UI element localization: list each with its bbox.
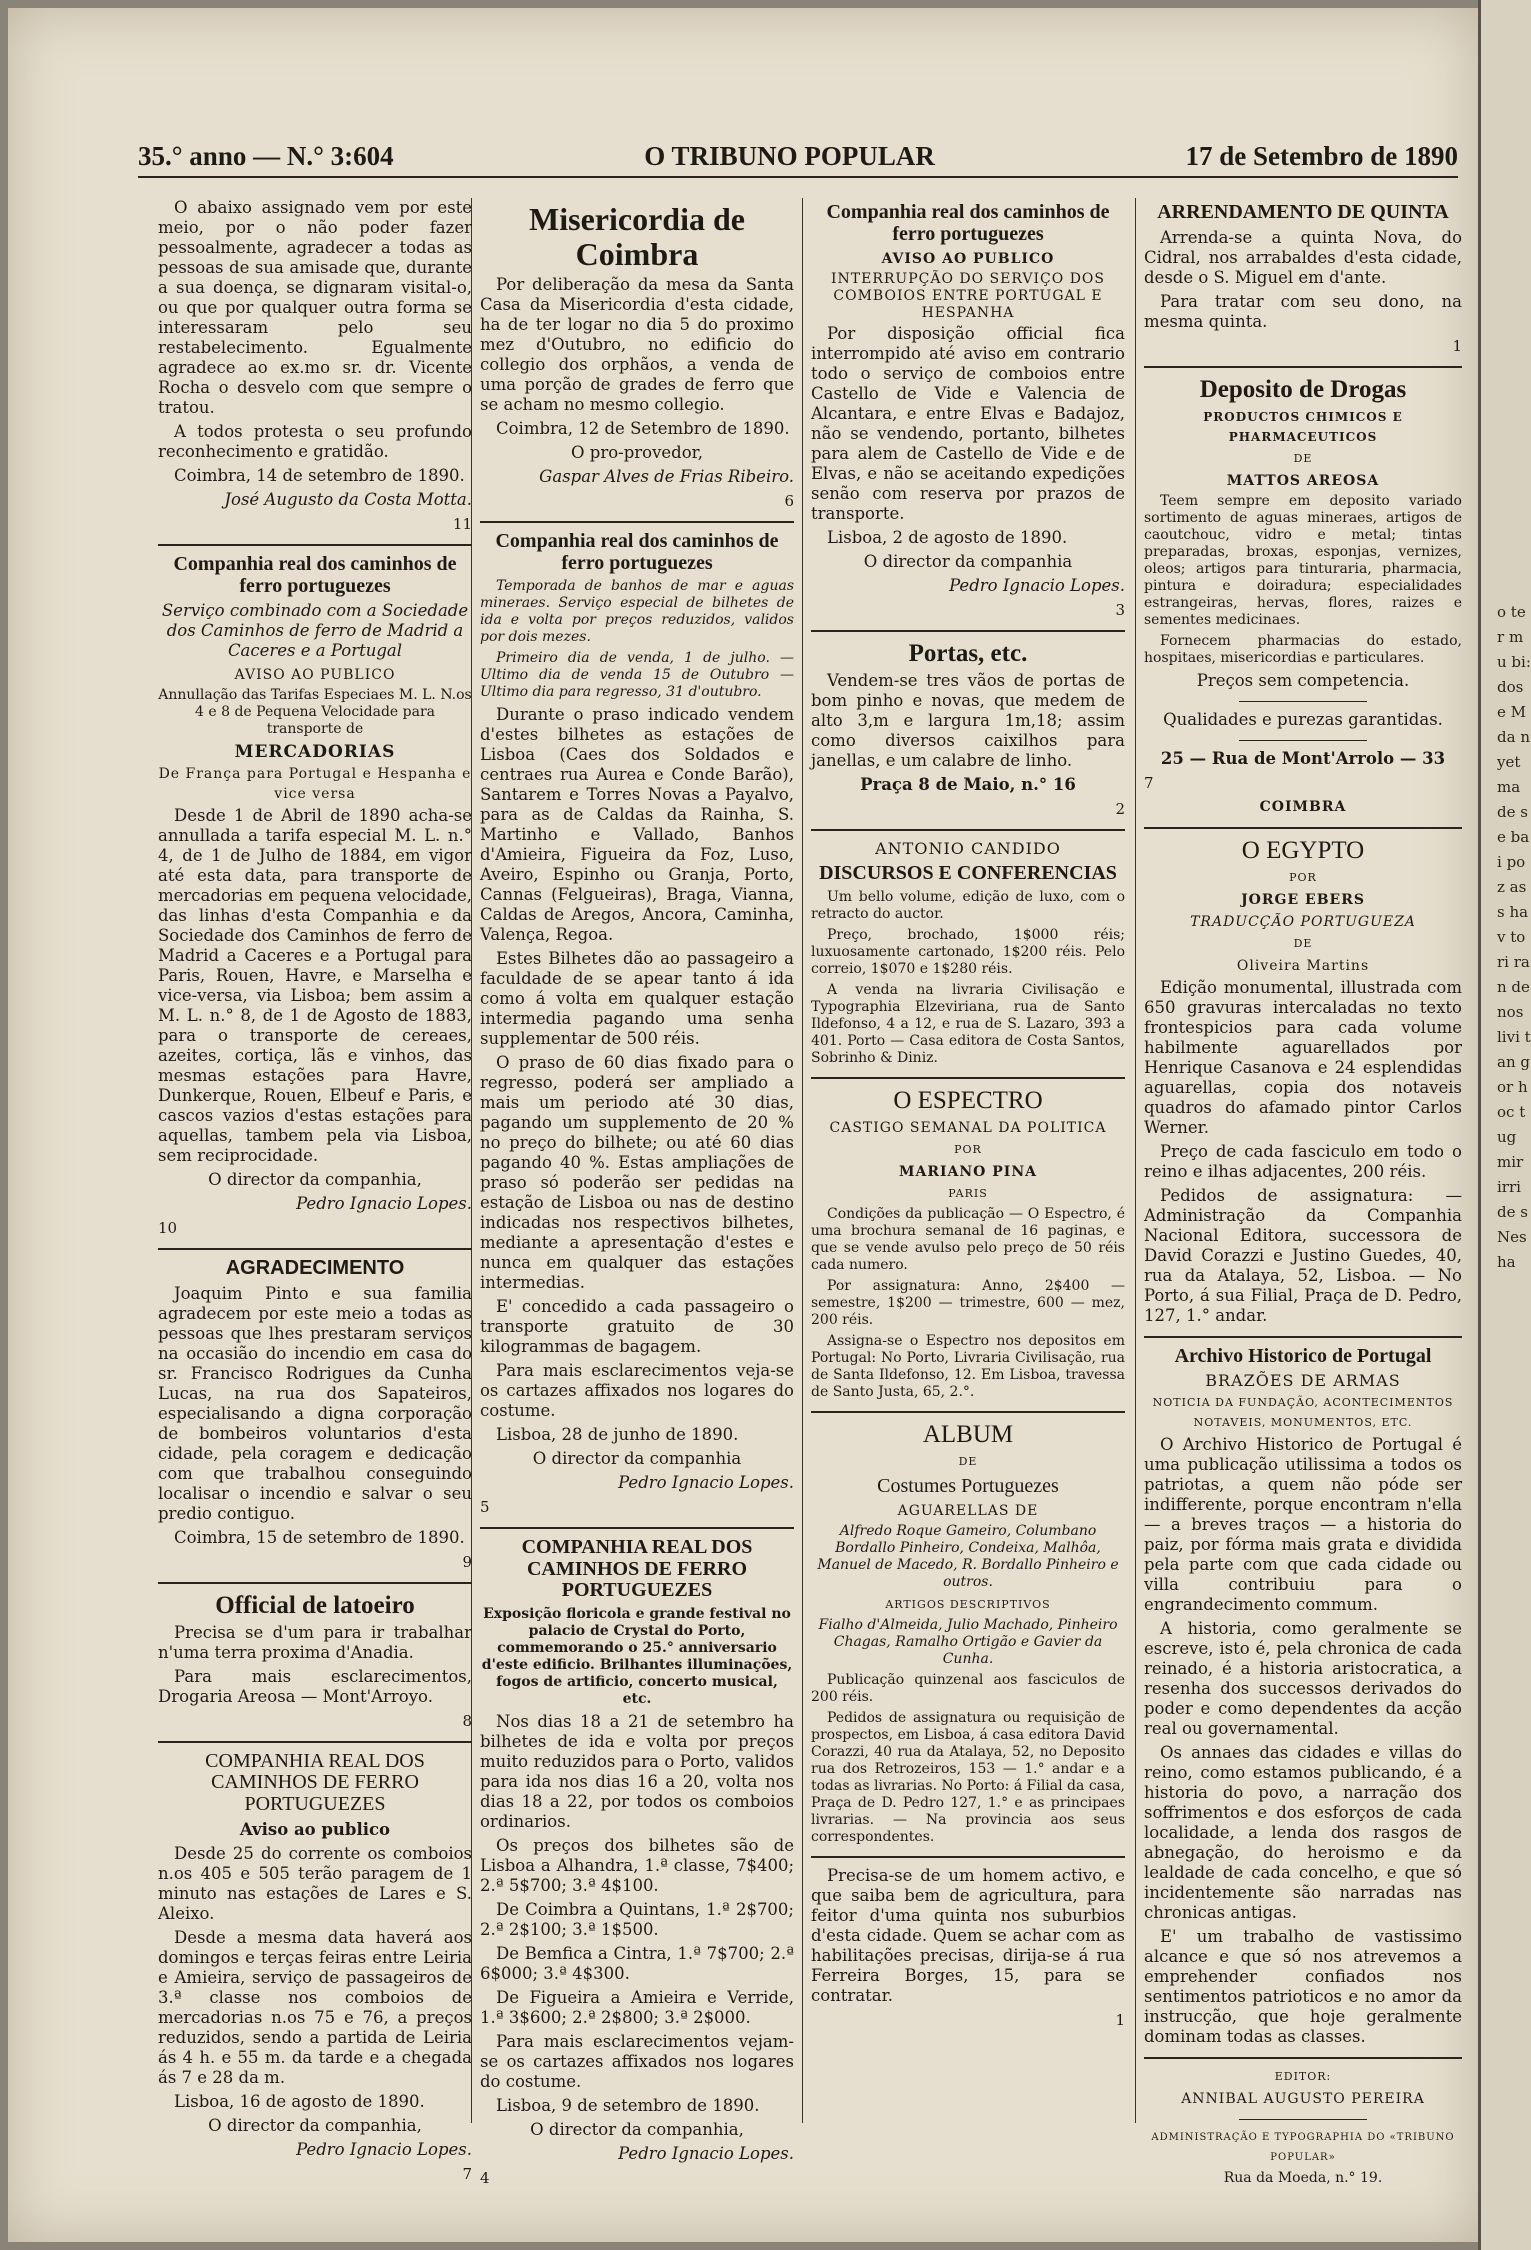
paragraph: Precisa-se de um homem activo, e que saiba bem de agricultura, para feitor d'uma quinta nos suburbios d'esta cidade. Quem se achar com as habilitações precisas, dirija-se á rua Ferreira Borges, 15, para se contratar. [811, 1866, 1125, 2006]
ad-author: JORGE EBERS [1241, 891, 1365, 908]
paragraph: Pedidos de assignatura ou requisição de prospectos, em Lisboa, á casa editora David Corazzi, 40 rua da Atalaya, 52, no Deposito rua dos Retrozeiros, 153 — 1.° andar e a todas as livrarias. No Porto: á Filial da casa, Praça de D. Pedro 127, 1.° e as principaes livrarias. — Na provincia aos seus correspondentes. [811, 1710, 1125, 1846]
ad-number: 3 [1115, 601, 1125, 620]
signature: Pedro Ignacio Lopes. [949, 576, 1125, 596]
ad-author: MARIANO PINA [898, 1163, 1037, 1180]
ad-title: Deposito de Drogas [1199, 375, 1407, 403]
paragraph: De Coimbra a Quintans, 1.ª 2$700; 2.ª 2$100; 3.ª 1$500. [480, 1900, 794, 1940]
ad-title: ALBUM [922, 1420, 1014, 1448]
ad-title: O ESPECTRO [893, 1086, 1043, 1114]
paragraph: O Archivo Historico de Portugal é uma publicação utilissima a todos os patriotas, a quem não póde ser indifferente, porque encontram n'ella — a breves traços — a historia do paiz, por fórma mais grata e dividida pela parte com que cada cidade ou villa contribuiu para o engrandecimento commum. [1144, 1435, 1462, 1615]
ad-number: 9 [462, 1552, 472, 1571]
paragraph: Preço, brochado, 1$000 réis; luxuosamente cartonado, 1$200 réis. Pelo correio, 1$070 e 1$280 réis. [811, 926, 1125, 977]
ad-subtitle: TRADUCÇÃO PORTUGUEZA [1190, 913, 1416, 930]
ad-number: 4 [480, 2169, 490, 2188]
ad-title: COMPANHIA REAL DOS CAMINHOS DE FERRO PORTUGUEZES [205, 1749, 425, 1815]
divider [811, 1411, 1125, 1413]
administration: ADMINISTRAÇÃO E TYPOGRAPHIA DO «TRIBUNO POPULAR» [1151, 2132, 1455, 2164]
paragraph: Desde 1 de Abril de 1890 acha-se annullada a tarifa especial M. L. n.° 4, de 1 de Julho de 1884, em vigor até esta data, para transporte de mercadorias em pequena velocidade, das linhas d'esta Companhia e da Sociedade dos Caminhos de ferro de Madrid a Caceres e a Portugal para Paris, Rouen, Havre, e Marselha e vice-versa, via Lisboa; bem assim a M. L. n.° 8, de 1 de Agosto de 1883, para o transporte de cereaes, azeites, cortiça, lãs e vinhos, das mesmas estações para Havre, Dunkerque, Rouen, Elbeuf e Paris, e cascos vazios d'estas estações para aquellas, tambem pela via Lisboa, sem reciprocidade. [158, 806, 472, 1166]
signature: Pedro Ignacio Lopes. [296, 1194, 472, 1214]
paragraph: E' concedido a cada passageiro o transporte gratuito de 30 kilogrammas de bagagem. [480, 1297, 794, 1357]
divider [480, 1527, 794, 1529]
divider [811, 630, 1125, 632]
paragraph: O praso de 60 dias fixado para o regresso, poderá ser ampliado a mais um periodo até 30 dias, pagando um supplemento de 20 % no preço do bilhete; ou até 60 dias pagando 40 %. Estas ampliações de praso só poderão ser pedidas na estação de Lisboa ou nas de destino indicadas nos respectivos bilhetes, mediante a apresentação d'estes e nunca em qualquer das estações intermedias. [480, 1053, 794, 1293]
divider [158, 1248, 472, 1250]
ad-label: DE [1293, 936, 1313, 950]
paragraph: Durante o praso indicado vendem d'estes bilhetes as estações de Lisboa (Caes dos Soldados e centraes rua Aurea e Conde Barão), Santarem e Torres Novas a Payalvo, para as de Caldas da Rainha, S. Martinho e Vallado, Banhos d'Amieira, Figueira da Foz, Luso, Aveiro, Espinho ou Granja, Porto, Cannas (Felgueiras), Braga, Vianna, Caldas de Aregos, Ancora, Caminha, Valença, Regoa. [480, 705, 794, 945]
ad-label: COIMBRA [1259, 798, 1347, 815]
paragraph: Desde 25 do corrente os comboios n.os 405 e 505 terão paragem de 1 minuto nas estações de Lares e S. Aleixo. [158, 1843, 472, 1923]
divider [158, 1741, 472, 1743]
paragraph: Assigna-se o Espectro nos depositos em Portugal: No Porto, Livraria Civilisação, rua de Santa Ildefonso, 12. Em Lisboa, travessa de Santo Justa, 65, 2.°. [811, 1332, 1125, 1400]
ad-title: Official de latoeiro [215, 1591, 415, 1619]
ad-number: 6 [784, 492, 794, 511]
paragraph: Lisboa, 28 de junho de 1890. [496, 1425, 739, 1445]
ad-title: AGRADECIMENTO [225, 1257, 405, 1280]
paragraph: Para mais esclarecimentos, Drogaria Areosa — Mont'Arroyo. [158, 1666, 472, 1706]
ad-subtitle: CASTIGO SEMANAL DA POLITICA [829, 1119, 1107, 1136]
paragraph: A todos protesta o seu profundo reconhecimento e gratidão. [158, 422, 472, 461]
paragraph: Primeiro dia de venda, 1 de julho. — Ultimo dia de venda 15 de Outubro — Ultimo dia para regresso, 31 d'outubro. [480, 650, 794, 701]
editor-label: EDITOR: [1274, 2070, 1332, 2084]
paragraph: Por disposição official fica interrompido até aviso em contrario todo o serviço de comboios entre Castello de Vide e Valencia de Alcantara, e entre Elvas e Badajoz, não se vendendo, portanto, bilhetes para alem de Castello de Vide e de Elvas, e não se aceitando expedições senão com reserva por prazos de transporte. [811, 324, 1125, 524]
ad-subtitle: INTERRUPÇÃO DO SERVIÇO DOS COMBOIOS ENTRE PORTUGAL E HESPANHA [831, 271, 1105, 322]
paragraph: Joaquim Pinto e sua familia agradecem por este meio a todas as pessoas que lhes prestaram serviços na occasião do incendio em casa do sr. Francisco Rodrigues da Cunha Lucas, na rua dos Sapateiros, especialisando a digna corporação de bombeiros voluntarios d'esta cidade, pela coragem e dedicação com que trabalhou conseguindo localisar o incendio e salvar o seu predio contiguo. [158, 1283, 472, 1523]
ad-subtitle: Exposição floricola e grande festival no palacio de Crystal do Porto, commemorando o 25.° anniversario d'este edificio. Brilhantes illuminações, fogos de artificio, concerto musical, etc. [481, 1606, 793, 1708]
paragraph: Um bello volume, edição de luxo, com o retracto do auctor. [811, 888, 1125, 922]
paragraph: Condições da publicação — O Espectro, é uma brochura semanal de 16 paginas, e que se vende avulso pelo preço de 50 réis cada numero. [811, 1205, 1125, 1273]
ad-label: Aviso ao publico [239, 1819, 391, 1839]
director-line: O director da companhia, [530, 2120, 744, 2140]
ad-author: MATTOS AREOSA [1226, 472, 1380, 489]
director-line: O director da companhia, [208, 1170, 422, 1190]
paragraph: O abaixo assignado vem por este meio, por o não poder fazer pessoalmente, agradecer a todas as pessoas de sua amisade que, durante a sua doença, se dignaram visital-o, ou que por qualquer outra forma se interessaram pelo seu restabelecimento. Egualmente agradece ao ex.mo sr. dr. Vicente Rocha o desvelo com que sempre o tratou. [158, 198, 472, 417]
signature: Gaspar Alves de Frias Ribeiro. [539, 467, 794, 487]
paragraph: De Bemfica a Cintra, 1.ª 7$700; 2.ª 6$000; 3.ª 4$300. [480, 1944, 794, 1984]
ad-label: PARIS [948, 1186, 988, 1200]
paragraph: Teem sempre em deposito variado sortimento de aguas mineraes, artigos de caoutchouc, vidro e metal; tintas preparadas, broxas, esponjas, vernizes, oleos; artigos para tinturaria, pharmacia, pintura e doiradura; especialidades estrangeiras, hervas, flores, raizes e sementes medicinaes. [1144, 492, 1462, 628]
paragraph: Qualidades e purezas garantidas. [1163, 709, 1443, 729]
ad-title: Portas, etc. [908, 640, 1028, 668]
ad-subtitle: AGUARELLAS DE [897, 1503, 1039, 1520]
ad-number: 7 [1144, 773, 1154, 792]
ad-label: DE [1293, 451, 1313, 465]
divider [1144, 827, 1462, 829]
divider [1239, 740, 1366, 741]
paragraph: Publicação quinzenal aos fasciculos de 200 réis. [811, 1672, 1125, 1706]
ad-title: DISCURSOS E CONFERENCIAS [819, 862, 1117, 885]
ad-author: ANTONIO CANDIDO [875, 839, 1061, 859]
paragraph: Para mais esclarecimentos veja-se os cartazes affixados nos logares do costume. [480, 1361, 794, 1421]
newspaper-page [8, 8, 1478, 2242]
address: Rua da Moeda, n.° 19. [1223, 2170, 1383, 2187]
ad-label: ARTIGOS DESCRIPTIVOS [885, 1598, 1051, 1612]
ad-subtitle: Serviço combinado com a Sociedade dos Caminhos de ferro de Madrid a Caceres e a Portugal [161, 601, 469, 661]
paragraph: Os preços dos bilhetes são de Lisboa a Alhandra, 1.ª classe, 7$400; 2.ª 5$700; 3.ª 4$100. [480, 1836, 794, 1896]
ad-title: Companhia real dos caminhos de ferro portuguezes [173, 553, 457, 597]
column-1 [158, 198, 472, 2183]
paragraph: Preço de cada fasciculo em todo o reino e ilhas adjacentes, 200 réis. [1144, 1141, 1462, 1181]
ad-label: POR [1289, 870, 1317, 884]
paragraph: Lisboa, 16 de agosto de 1890. [174, 2091, 425, 2111]
paragraph: A historia, como geralmente se escreve, isto é, pela chronica de cada reinado, é a historia aristocratica, a resenha dos successos derivados do poder e como dependentes da acção real ou governamental. [1144, 1619, 1462, 1739]
ad-number: 1 [1115, 2011, 1125, 2030]
ad-number: 2 [1115, 800, 1125, 819]
column-rule [1135, 198, 1136, 2123]
ad-label: AVISO AO PUBLICO [881, 251, 1055, 268]
paragraph: Desde a mesma data haverá aos domingos e terças feiras entre Leiria e Amieira, serviço de passageiros de 3.ª classe nos comboios de mercadorias n.os 75 e 76, a preços reduzidos, sendo a partida de Leiria ás 4 h. e 55 m. da tarde e a chegada ás 7 e 28 da m. [158, 1927, 472, 2087]
divider [1239, 701, 1366, 702]
ad-number: 1 [1452, 336, 1462, 355]
paragraph: Coimbra, 12 de Setembro de 1890. [496, 419, 790, 439]
ad-number: 11 [452, 515, 472, 533]
paragraph: Por assignatura: Anno, 2$400 — semestre, 1$200 — trimestre, 600 — mez, 200 réis. [811, 1277, 1125, 1328]
paragraph: Coimbra, 15 de setembro de 1890. [174, 1527, 465, 1547]
ad-title: COMPANHIA REAL DOS CAMINHOS DE FERRO PORTUGUEZES [521, 1536, 753, 1602]
paragraph: Vendem-se tres vãos de portas de bom pinho e novas, que medem de alto 3,m e largura 1m,18; assim como diversos caixilhos para janellas, e um calabre de linho. [811, 671, 1125, 771]
divider [1239, 2119, 1366, 2120]
ad-label: MERCADORIAS [234, 742, 396, 763]
signature: José Augusto da Costa Motta. [224, 490, 472, 509]
divider [158, 1582, 472, 1584]
paragraph: Os annaes das cidades e villas do reino, como estamos publicando, é a historia do povo, a narração dos soffrimentos e dos esforços de cada localidade, a lenda dos rasgos de abnegação, do heroismo e da lealdade de cada concelho, e que só incidentemente são narradas nas chronicas antigas. [1144, 1743, 1462, 1923]
signature: Pedro Ignacio Lopes. [296, 2139, 472, 2159]
director-line: O pro-provedor, [570, 443, 704, 463]
paragraph: Preços sem competencia. [1196, 670, 1410, 690]
ad-subtitle: PRODUCTOS CHIMICOS E PHARMACEUTICOS [1203, 409, 1403, 444]
ad-title: Costumes Portuguezes [877, 1474, 1059, 1497]
ad-number: 5 [480, 1498, 490, 1517]
paragraph: Estes Bilhetes dão ao passageiro a faculdade de se apear tanto á ida como á volta em qualquer estação intermedia pagando uma senha supplementar de 500 réis. [480, 949, 794, 1049]
signature: Pedro Ignacio Lopes. [618, 2144, 794, 2164]
director-line: O director da companhia, [208, 2115, 422, 2135]
divider [480, 521, 794, 523]
divider [811, 1077, 1125, 1079]
paragraph: Para mais esclarecimentos vejam-se os cartazes affixados nos logares do costume. [480, 2032, 794, 2092]
divider [811, 1856, 1125, 1858]
ad-subtitle: Temporada de banhos de mar e aguas mineraes. Serviço especial de bilhetes de ida e volta por preços reduzidos, validos por dois mezes. [480, 578, 794, 646]
edge-fragments: o ter mu bi: dos e M da n yet ma de se bai poz ass hav tori ran de nos livi tan gor hoc tug mir irri de s Nes ha [1497, 603, 1531, 1271]
paragraph: Para tratar com seu dono, na mesma quinta. [1144, 291, 1462, 331]
paragraph: A venda na livraria Civilisação e Typographia Elzeviriana, rua de Santo Ildefonso, 4 a 12, e rua de S. Lazaro, 393 a 401. Porto — Casa editora de Costa Santos, Sobrinho & Diniz. [811, 981, 1125, 1066]
paragraph: De Figueira a Amieira e Verride, 1.ª 3$600; 2.ª 2$800; 3.ª 2$000. [480, 1988, 794, 2028]
ad-address: 25 — Rua de Mont'Arrolo — 33 [1160, 748, 1446, 768]
ad-number: 7 [462, 2164, 472, 2183]
ad-title: Companhia real dos caminhos de ferro portuguezes [826, 201, 1110, 245]
paragraph: Precisa se d'um para ir trabalhar n'uma terra proxima d'Anadia. [158, 1622, 472, 1662]
divider [1144, 366, 1462, 368]
column-4 [1144, 198, 1462, 2187]
ad-title: ARRENDAMENTO DE QUINTA [1157, 201, 1449, 223]
paragraph: Arrenda-se a quinta Nova, do Cidral, nos arrabaldes d'esta cidade, desde o S. Miguel em d'ante. [1144, 227, 1462, 287]
divider [811, 829, 1125, 831]
divider [1144, 2057, 1462, 2059]
ad-label: POR [954, 1142, 982, 1156]
ad-label: AVISO AO PUBLICO [234, 667, 396, 684]
divider [158, 544, 472, 546]
ad-label: De França para Portugal e Hespanha e vice versa [158, 766, 472, 803]
paragraph: Annullação das Tarifas Especiaes M. L. N.os 4 e 8 de Pequena Velocidade para transporte de [158, 687, 472, 738]
ad-title: Misericordia de Coimbra [529, 201, 745, 272]
paragraph: Lisboa, 2 de agosto de 1890. [827, 528, 1068, 548]
ad-author: Oliveira Martins [1236, 957, 1370, 974]
ad-label: DE [958, 1454, 978, 1468]
paragraph: Coimbra, 14 de setembro de 1890. [174, 466, 465, 485]
ad-number: 10 [158, 1219, 178, 1238]
paragraph: Fialho d'Almeida, Julio Machado, Pinheiro Chagas, Ramalho Ortigão e Gavier da Cunha. [818, 1617, 1118, 1668]
ad-title: Archivo Historico de Portugal [1174, 1344, 1432, 1367]
column-2 [480, 198, 794, 2188]
column-rule [802, 198, 803, 2123]
signature: Pedro Ignacio Lopes. [618, 1473, 794, 1493]
director-line: O director da companhia [863, 552, 1073, 572]
paragraph: Lisboa, 9 de setembro de 1890. [496, 2096, 760, 2116]
paragraph: Nos dias 18 a 21 de setembro ha bilhetes de ida e volta por preços muito reduzidos para o Porto, validos para ida nos dias 16 a 20, volta nos dias 18 a 22, por todos os comboios ordinarios. [480, 1712, 794, 1832]
ad-title: O EGYPTO [1241, 836, 1365, 864]
ad-address: Praça 8 de Maio, n.° 16 [860, 775, 1076, 795]
paragraph: Pedidos de assignatura: — Administração da Companhia Nacional Editora, successora de David Corazzi e Justino Guedes, 40, rua da Atalaya, 52, Lisboa. — No Porto, á sua Filial, Praça de D. Pedro, 127, 1.° andar. [1144, 1185, 1462, 1325]
adjacent-page-edge [1478, 0, 1531, 2250]
issue-date: 17 de Setembro de 1890 [1185, 140, 1458, 171]
paragraph: Fornecem pharmacias do estado, hospitaes, misericordias e particulares. [1144, 632, 1462, 666]
ad-subtitle: NOTICIA DA FUNDAÇÃO, ACONTECIMENTOS NOTAVEIS, MONUMENTOS, ETC. [1152, 1396, 1454, 1430]
newspaper-title: O TRIBUNO POPULAR [644, 140, 935, 171]
editor-name: ANNIBAL AUGUSTO PEREIRA [1181, 2091, 1425, 2108]
ad-title: Companhia real dos caminhos de ferro portuguezes [495, 530, 779, 574]
director-line: O director da companhia [532, 1449, 742, 1469]
issue-number: 35.° anno — N.° 3:604 [138, 140, 394, 171]
masthead [138, 136, 1458, 178]
column-3 [811, 198, 1125, 2123]
divider [1144, 1336, 1462, 1338]
paragraph: Por deliberação da mesa da Santa Casa da Misericordia d'esta cidade, ha de ter logar no dia 5 do proximo mez d'Outubro, no edificio do collegio dos orphãos, a venda de uma porção de grades de ferro que se acham no mesmo collegio. [480, 275, 794, 415]
ad-subtitle: BRAZÕES DE ARMAS [1205, 1371, 1401, 1391]
paragraph: Edição monumental, illustrada com 650 gravuras intercaladas no texto frontespicios para cada volume habilmente aguarellados por Henrique Casanova e 24 esplendidas aguarellas, copia dos notaveis quadros do afamado pintor Carlos Werner. [1144, 977, 1462, 1137]
ad-number: 8 [462, 1711, 472, 1730]
paragraph: Alfredo Roque Gameiro, Columbano Bordallo Pinheiro, Condeixa, Malhôa, Manuel de Macedo, R. Bordallo Pinheiro e outros. [817, 1523, 1119, 1591]
paragraph: E' um trabalho de vastissimo alcance e que só nos atrevemos a emprehender confiados nos sentimentos patrioticos e no amor da instrucção, que hoje geralmente dominam todas as classes. [1144, 1927, 1462, 2047]
